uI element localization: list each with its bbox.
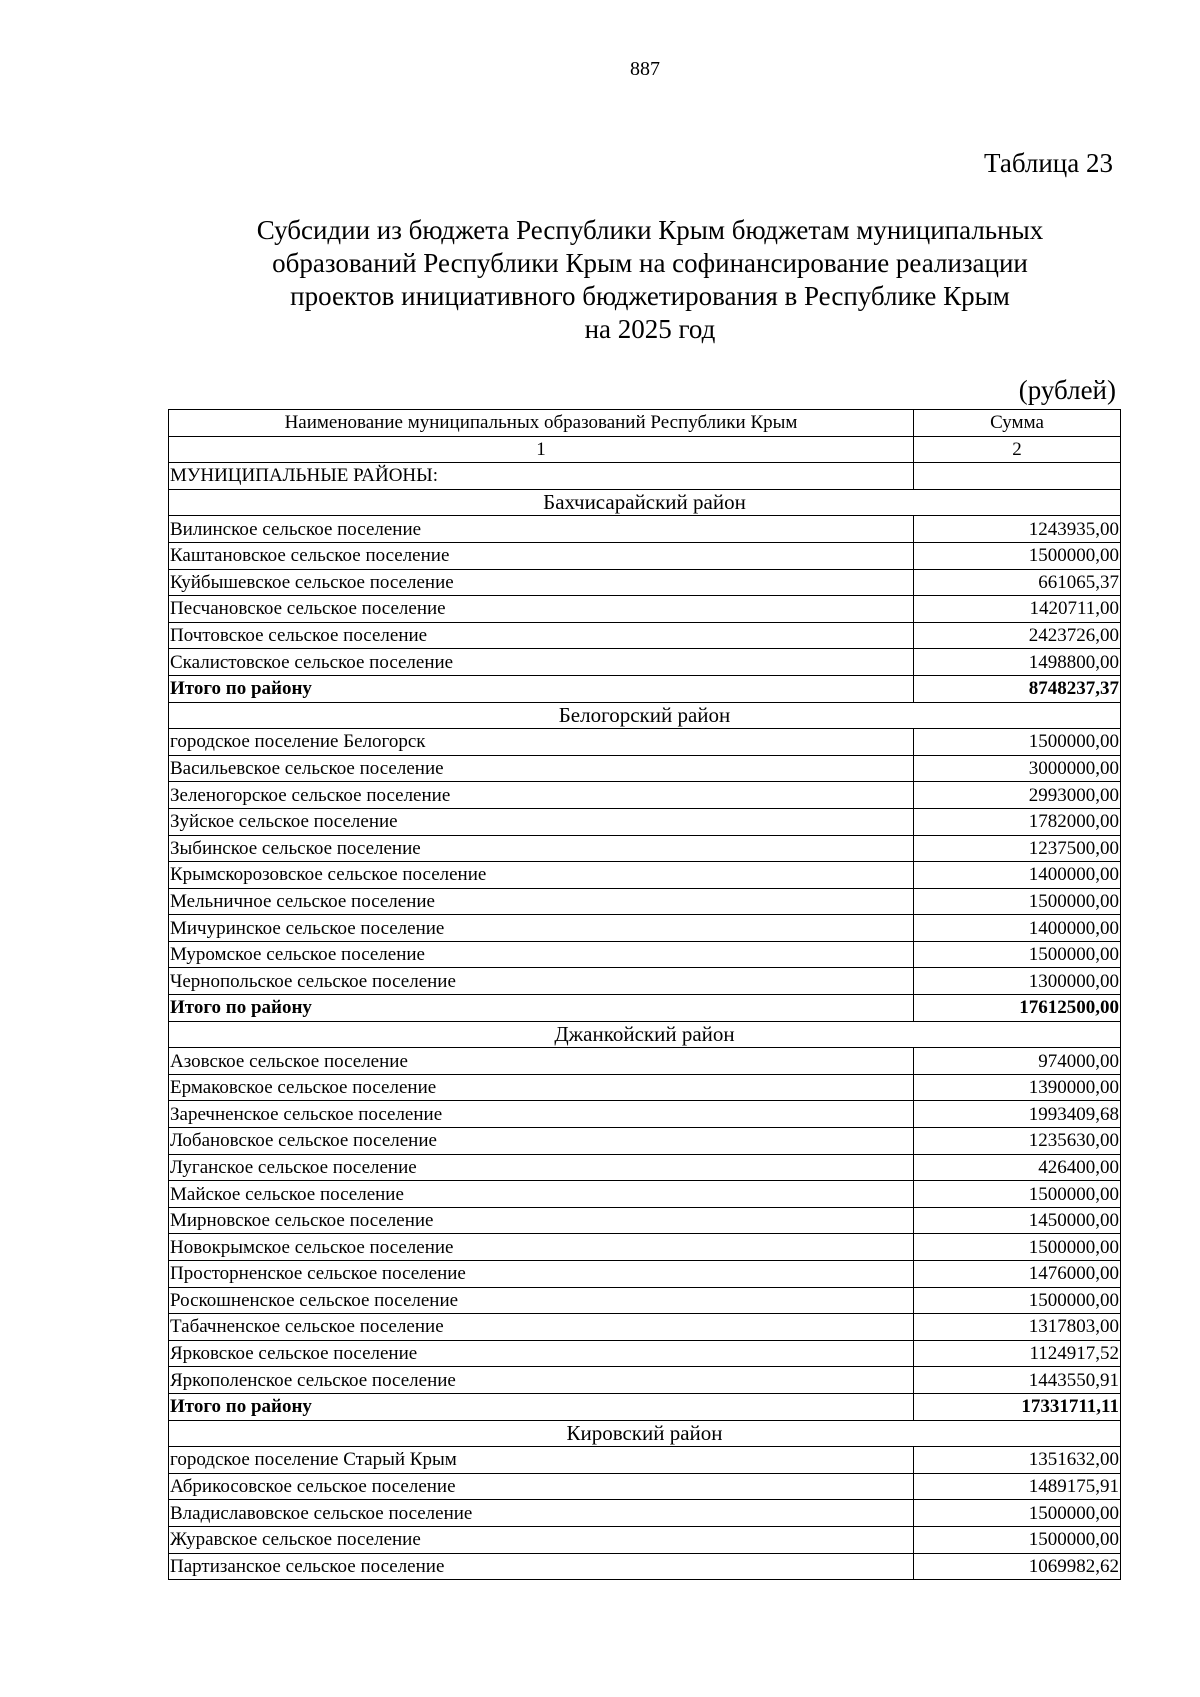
settlement-sum: 1500000,00 — [914, 1234, 1121, 1261]
settlement-sum: 1124917,52 — [914, 1340, 1121, 1367]
settlement-name: Владиславовское сельское поселение — [169, 1500, 914, 1527]
settlement-name: Вилинское сельское поселение — [169, 516, 914, 543]
table-row — [169, 1234, 1121, 1261]
settlement-name: Зуйское сельское поселение — [169, 808, 914, 835]
settlement-name: Луганское сельское поселение — [169, 1154, 914, 1181]
table-row — [169, 1500, 1121, 1527]
title-line: на 2025 год — [584, 314, 716, 344]
table-row — [169, 1473, 1121, 1500]
district-name: Кировский район — [169, 1420, 1121, 1447]
table-row — [169, 1526, 1121, 1553]
section-heading-row — [169, 463, 1121, 490]
settlement-name: Муромское сельское поселение — [169, 941, 914, 968]
settlement-name: Азовское сельское поселение — [169, 1048, 914, 1075]
page-number: 887 — [630, 58, 660, 80]
settlement-sum: 1500000,00 — [914, 542, 1121, 569]
table-row — [169, 1553, 1121, 1580]
title-line: Субсидии из бюджета Республики Крым бюджетам муниципальных — [256, 215, 1044, 245]
settlement-sum: 1443550,91 — [914, 1367, 1121, 1394]
table-row — [169, 835, 1121, 862]
district-heading-row — [169, 489, 1121, 516]
table-row — [169, 1181, 1121, 1208]
settlement-name: Ярковское сельское поселение — [169, 1340, 914, 1367]
total-sum: 8748237,37 — [914, 675, 1121, 702]
column-number-row — [169, 436, 1121, 463]
district-name: Белогорский район — [169, 702, 1121, 729]
column-number: 1 — [169, 436, 914, 463]
header-name: Наименование муниципальных образований Республики Крым — [169, 410, 914, 437]
table-row — [169, 729, 1121, 756]
settlement-sum: 1243935,00 — [914, 516, 1121, 543]
settlement-sum: 1500000,00 — [914, 1287, 1121, 1314]
settlement-sum: 1390000,00 — [914, 1074, 1121, 1101]
settlement-sum: 1500000,00 — [914, 1500, 1121, 1527]
table-row — [169, 1340, 1121, 1367]
settlement-name: Куйбышевское сельское поселение — [169, 569, 914, 596]
section-heading: МУНИЦИПАЛЬНЫЕ РАЙОНЫ: — [169, 463, 914, 490]
settlement-sum: 1300000,00 — [914, 968, 1121, 995]
total-sum: 17331711,11 — [914, 1393, 1121, 1420]
settlement-sum: 1237500,00 — [914, 835, 1121, 862]
district-total-row — [169, 995, 1121, 1022]
settlement-name: Майское сельское поселение — [169, 1181, 914, 1208]
empty-cell — [914, 463, 1121, 490]
settlement-sum: 426400,00 — [914, 1154, 1121, 1181]
district-heading-row — [169, 702, 1121, 729]
units-label: (рублей) — [1018, 375, 1116, 405]
settlement-sum: 974000,00 — [914, 1048, 1121, 1075]
settlement-name: Скалистовское сельское поселение — [169, 649, 914, 676]
settlement-name: Партизанское сельское поселение — [169, 1553, 914, 1580]
settlement-name: Просторненское сельское поселение — [169, 1261, 914, 1288]
total-sum: 17612500,00 — [914, 995, 1121, 1022]
total-label: Итого по району — [169, 995, 914, 1022]
settlement-name: Зеленогорское сельское поселение — [169, 782, 914, 809]
table-row — [169, 1207, 1121, 1234]
table-row — [169, 516, 1121, 543]
settlement-name: Каштановское сельское поселение — [169, 542, 914, 569]
district-total-row — [169, 1393, 1121, 1420]
settlement-name: Табачненское сельское поселение — [169, 1314, 914, 1341]
settlement-sum: 1476000,00 — [914, 1261, 1121, 1288]
table-row — [169, 596, 1121, 623]
settlement-sum: 3000000,00 — [914, 755, 1121, 782]
table-row — [169, 808, 1121, 835]
settlement-name: Мельничное сельское поселение — [169, 888, 914, 915]
table-row — [169, 1287, 1121, 1314]
subsidies-table — [168, 409, 1121, 1580]
settlement-sum: 1489175,91 — [914, 1473, 1121, 1500]
table-row — [169, 1128, 1121, 1155]
settlement-sum: 1235630,00 — [914, 1128, 1121, 1155]
district-name: Бахчисарайский район — [169, 489, 1121, 516]
settlement-name: городское поселение Белогорск — [169, 729, 914, 756]
table-row — [169, 542, 1121, 569]
table-row — [169, 1261, 1121, 1288]
settlement-name: Почтовское сельское поселение — [169, 622, 914, 649]
table-row — [169, 622, 1121, 649]
table-row — [169, 862, 1121, 889]
settlement-sum: 1500000,00 — [914, 1526, 1121, 1553]
settlement-sum: 1400000,00 — [914, 915, 1121, 942]
settlement-sum: 1450000,00 — [914, 1207, 1121, 1234]
table-row — [169, 1101, 1121, 1128]
settlement-sum: 1782000,00 — [914, 808, 1121, 835]
settlement-name: Лобановское сельское поселение — [169, 1128, 914, 1155]
settlement-sum: 2993000,00 — [914, 782, 1121, 809]
table-body — [169, 463, 1121, 1580]
settlement-name: Мичуринское сельское поселение — [169, 915, 914, 942]
total-label: Итого по району — [169, 675, 914, 702]
table-row — [169, 755, 1121, 782]
table-row — [169, 941, 1121, 968]
settlement-sum: 1500000,00 — [914, 1181, 1121, 1208]
table-row — [169, 782, 1121, 809]
settlement-sum: 1317803,00 — [914, 1314, 1121, 1341]
settlement-sum: 2423726,00 — [914, 622, 1121, 649]
settlement-name: Зыбинское сельское поселение — [169, 835, 914, 862]
table-row — [169, 888, 1121, 915]
header-row — [169, 410, 1121, 437]
document-title — [170, 214, 1130, 346]
settlement-name: Васильевское сельское поселение — [169, 755, 914, 782]
table-row — [169, 1314, 1121, 1341]
title-line: проектов инициативного бюджетирования в Республике Крым — [290, 281, 1010, 311]
settlement-name: Песчановское сельское поселение — [169, 596, 914, 623]
settlement-name: городское поселение Старый Крым — [169, 1447, 914, 1474]
settlement-name: Чернопольское сельское поселение — [169, 968, 914, 995]
table-row — [169, 1447, 1121, 1474]
settlement-name: Яркополенское сельское поселение — [169, 1367, 914, 1394]
settlement-sum: 1420711,00 — [914, 596, 1121, 623]
settlement-sum: 1993409,68 — [914, 1101, 1121, 1128]
settlement-name: Мирновское сельское поселение — [169, 1207, 914, 1234]
table-row — [169, 1367, 1121, 1394]
settlement-name: Крымскорозовское сельское поселение — [169, 862, 914, 889]
settlement-name: Ермаковское сельское поселение — [169, 1074, 914, 1101]
settlement-sum: 1500000,00 — [914, 941, 1121, 968]
settlement-sum: 1069982,62 — [914, 1553, 1121, 1580]
settlement-name: Журавское сельское поселение — [169, 1526, 914, 1553]
total-label: Итого по району — [169, 1393, 914, 1420]
header-sum: Сумма — [914, 410, 1121, 437]
district-heading-row — [169, 1420, 1121, 1447]
table-row — [169, 649, 1121, 676]
table-row — [169, 569, 1121, 596]
settlement-sum: 661065,37 — [914, 569, 1121, 596]
table-row — [169, 1074, 1121, 1101]
table-row — [169, 1048, 1121, 1075]
settlement-sum: 1498800,00 — [914, 649, 1121, 676]
settlement-name: Роскошненское сельское поселение — [169, 1287, 914, 1314]
table-row — [169, 968, 1121, 995]
table-row — [169, 1154, 1121, 1181]
table-label: Таблица 23 — [984, 148, 1113, 178]
table-row — [169, 915, 1121, 942]
district-heading-row — [169, 1021, 1121, 1048]
column-number: 2 — [914, 436, 1121, 463]
district-total-row — [169, 675, 1121, 702]
settlement-sum: 1500000,00 — [914, 729, 1121, 756]
district-name: Джанкойский район — [169, 1021, 1121, 1048]
settlement-name: Абрикосовское сельское поселение — [169, 1473, 914, 1500]
settlement-name: Заречненское сельское поселение — [169, 1101, 914, 1128]
settlement-sum: 1400000,00 — [914, 862, 1121, 889]
settlement-sum: 1351632,00 — [914, 1447, 1121, 1474]
settlement-sum: 1500000,00 — [914, 888, 1121, 915]
title-line: образований Республики Крым на софинансирование реализации — [272, 248, 1028, 278]
settlement-name: Новокрымское сельское поселение — [169, 1234, 914, 1261]
